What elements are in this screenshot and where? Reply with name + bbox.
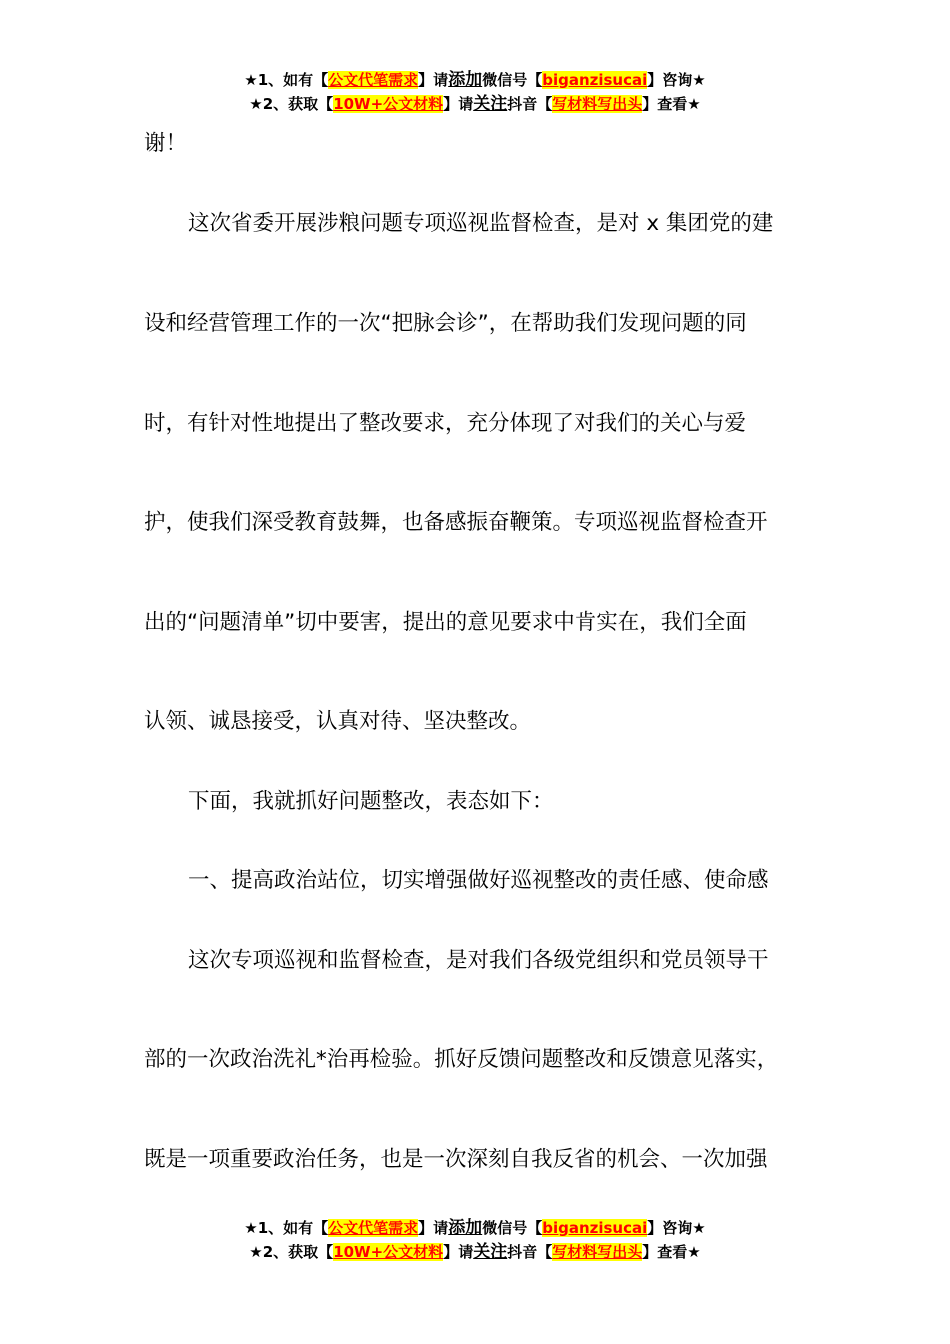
douyin-id: 写材料写出头 <box>552 95 643 113</box>
star-icon: ★ <box>249 1243 263 1261</box>
banner-text: 1、如有【 <box>257 71 329 89</box>
highlight-text: 10W+公文材料 <box>333 95 444 113</box>
banner-text: 】请 <box>443 1243 474 1261</box>
paragraph-line: 部的一次政治洗礼*治再检验。抓好反馈问题整改和反馈意见落实， <box>144 1047 779 1072</box>
banner-text: 】咨询 <box>647 1219 693 1237</box>
body-line: 谢！ <box>144 131 188 156</box>
underlined-text: 添加 <box>448 1218 483 1238</box>
banner-text: 】请 <box>443 95 474 113</box>
paragraph-line: 下面，我就抓好问题整改，表态如下： <box>188 789 554 814</box>
wechat-id: biganzisucai <box>542 71 648 89</box>
banner-line-2 <box>0 1240 950 1264</box>
underlined-text: 添加 <box>448 70 483 90</box>
banner-text: 】查看 <box>642 95 688 113</box>
underlined-text: 关注 <box>473 1242 508 1262</box>
paragraph-line: 认领、诚恳接受，认真对待、坚决整改。 <box>144 709 532 734</box>
banner-text: 微信号【 <box>482 1219 543 1237</box>
paragraph-line: 时，有针对性地提出了整改要求，充分体现了对我们的关心与爱 <box>144 411 747 436</box>
highlight-text: 公文代笔需求 <box>328 71 419 89</box>
banner-text: 】请 <box>418 71 449 89</box>
paragraph-line: 这次省委开展涉粮问题专项巡视监督检查，是对 x 集团党的建 <box>188 211 774 236</box>
highlight-text: 公文代笔需求 <box>328 1219 419 1237</box>
paragraph-line: 既是一项重要政治任务，也是一次深刻自我反省的机会、一次加强 <box>144 1147 768 1172</box>
banner-text: 2、获取【 <box>262 1243 334 1261</box>
star-icon: ★ <box>244 71 258 89</box>
star-icon: ★ <box>687 95 701 113</box>
paragraph-line: 这次专项巡视和监督检查，是对我们各级党组织和党员领导干 <box>188 948 769 973</box>
banner-line-2 <box>0 92 950 116</box>
banner-text: 】查看 <box>642 1243 688 1261</box>
banner-text: 1、如有【 <box>257 1219 329 1237</box>
douyin-id: 写材料写出头 <box>552 1243 643 1261</box>
paragraph-line: 出的“问题清单”切中要害，提出的意见要求中肯实在，我们全面 <box>144 610 747 635</box>
banner-text: 2、获取【 <box>262 95 334 113</box>
banner-text: 微信号【 <box>482 71 543 89</box>
banner-text: 抖音【 <box>507 95 553 113</box>
paragraph-line: 护，使我们深受教育鼓舞，也备感振奋鞭策。专项巡视监督检查开 <box>144 510 768 535</box>
paragraph-line: 设和经营管理工作的一次“把脉会诊”，在帮助我们发现问题的同 <box>144 311 747 336</box>
banner-text: 】咨询 <box>647 71 693 89</box>
banner-text: 】请 <box>418 1219 449 1237</box>
banner-text: 抖音【 <box>507 1243 553 1261</box>
star-icon: ★ <box>687 1243 701 1261</box>
header-banner <box>0 68 950 116</box>
footer-banner <box>0 1216 950 1264</box>
banner-line-1 <box>0 1216 950 1240</box>
star-icon: ★ <box>692 1219 706 1237</box>
star-icon: ★ <box>244 1219 258 1237</box>
underlined-text: 关注 <box>473 94 508 114</box>
section-heading: 一、提高政治站位，切实增强做好巡视整改的责任感、使命感 <box>188 868 769 893</box>
banner-line-1 <box>0 68 950 92</box>
star-icon: ★ <box>692 71 706 89</box>
highlight-text: 10W+公文材料 <box>333 1243 444 1261</box>
star-icon: ★ <box>249 95 263 113</box>
wechat-id: biganzisucai <box>542 1219 648 1237</box>
